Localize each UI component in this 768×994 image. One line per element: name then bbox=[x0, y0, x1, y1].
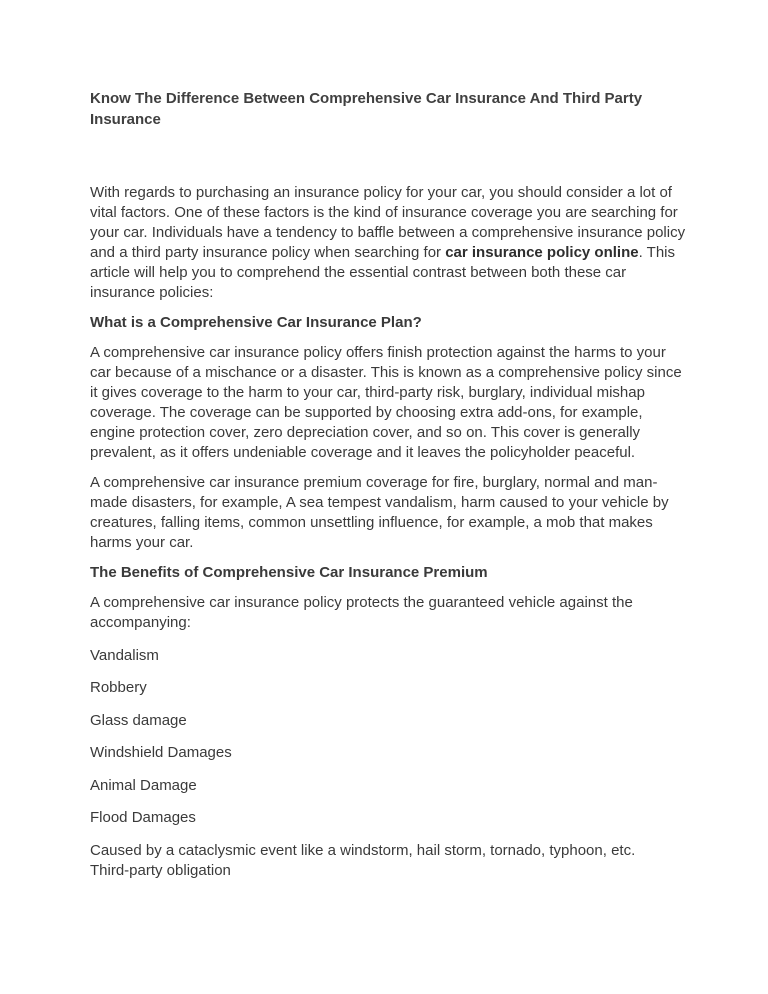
heading-comprehensive-plan: What is a Comprehensive Car Insurance Plan? bbox=[90, 314, 422, 331]
list-item: Flood Damages bbox=[90, 809, 196, 826]
list-item: Animal Damage bbox=[90, 776, 197, 794]
closing-line-calamity: Caused by a cataclysmic event like a windstorm, hail storm, tornado, typhoon, etc. bbox=[90, 841, 636, 859]
intro-paragraph bbox=[90, 183, 688, 303]
closing-lines bbox=[90, 841, 688, 881]
intro-text-start: With regards to purchasing an insurance policy for your car, you should consider a lot of vital factors. One of these factors is the kind of insurance coverage you are searching for your car. Individuals have a tendency to baffle between a comprehensive insurance policy and a third party insurance policy when searching for bbox=[90, 184, 686, 261]
paragraph-comprehensive-coverage: A comprehensive car insurance premium coverage for fire, burglary, normal and man-made disasters, for example, A sea tempest vandalism, harm caused to your vehicle by creatures, falling items, common unsettling influence, for example, a mob that makes harms your car. bbox=[90, 474, 669, 551]
paragraph-comprehensive-description: A comprehensive car insurance policy offers finish protection against the harms to your car because of a mischance or a disaster. This is known as a comprehensive policy since it gives coverage to the harm to your car, third-party risk, burglary, individual mishap coverage. The coverage can be supported by choosing extra add-ons, for example, engine protection cover, zero depreciation cover, and so on. This cover is generally prevalent, as it offers undeniable coverage and it leaves the policyholder peaceful. bbox=[90, 344, 682, 461]
heading-benefits: The Benefits of Comprehensive Car Insurance Premium bbox=[90, 564, 488, 581]
list-item: Vandalism bbox=[90, 646, 159, 664]
document-body bbox=[90, 88, 688, 881]
paragraph-benefits-intro: A comprehensive car insurance policy protects the guaranteed vehicle against the accompanying: bbox=[90, 594, 633, 631]
intro-text-end: . This article will help you to comprehend the essential contrast between both these car insurance policies: bbox=[90, 244, 676, 301]
list-item: Robbery bbox=[90, 679, 147, 696]
closing-line-third-party: Third-party obligation bbox=[90, 861, 231, 879]
list-item: Windshield Damages bbox=[90, 744, 232, 761]
intro-bold-keyword: car insurance policy online bbox=[445, 244, 639, 261]
list-item: Glass damage bbox=[90, 711, 187, 729]
document-title: Know The Difference Between Comprehensive Car Insurance And Third Party Insurance bbox=[90, 90, 643, 128]
